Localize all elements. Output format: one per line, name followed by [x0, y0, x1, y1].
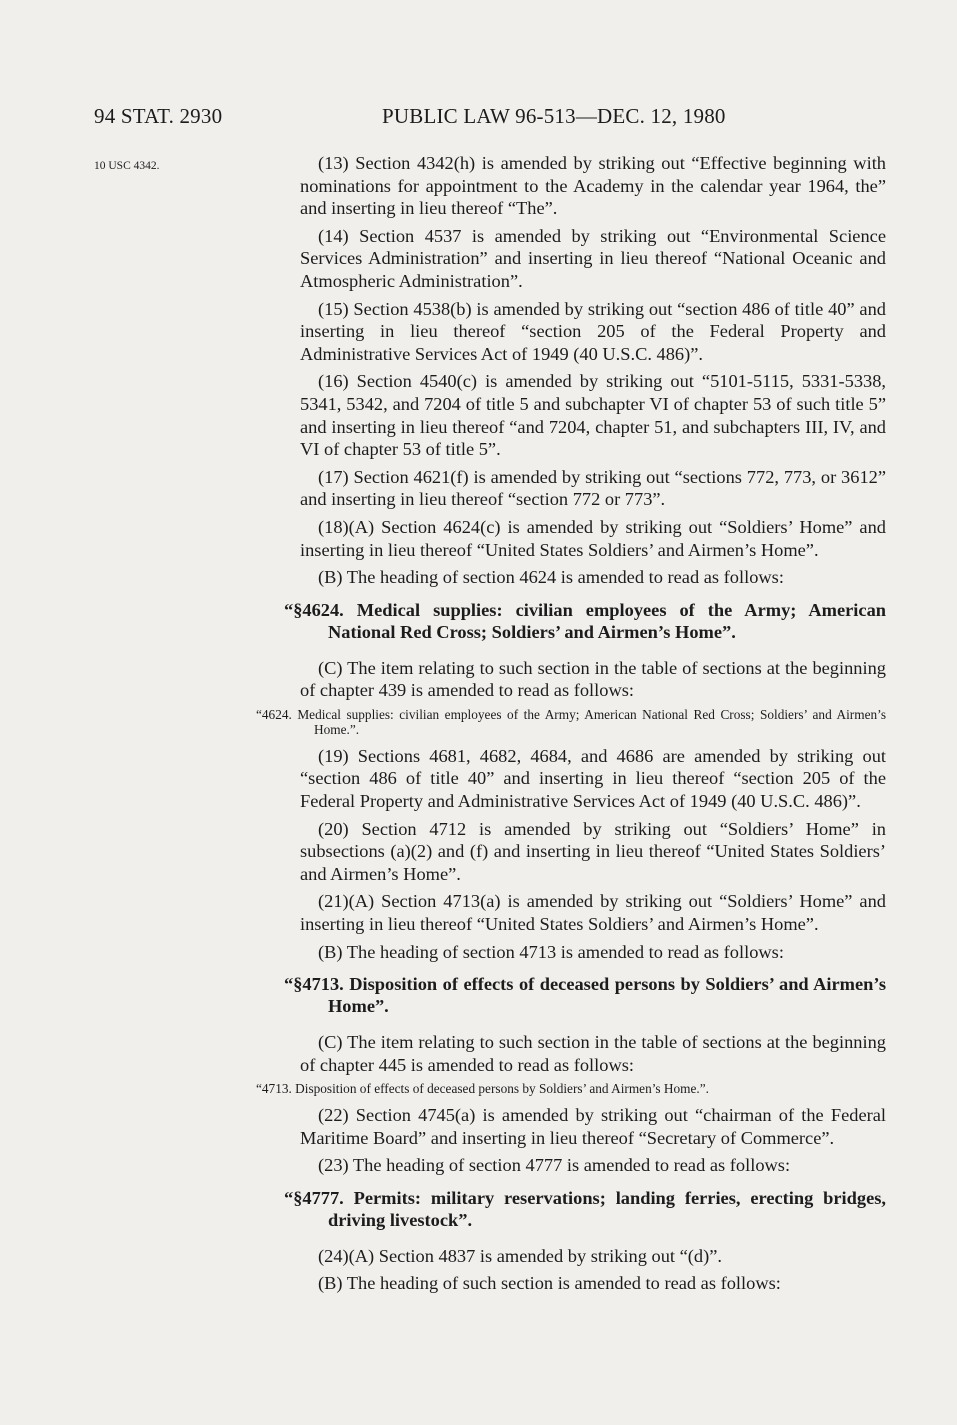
- paragraph-18a: (18)(A) Section 4624(c) is amended by striking out “Soldiers’ Home” and inserting in lieu thereof “United States Soldiers’ and Airmen’s Home”.: [300, 516, 886, 560]
- paragraph-21c: (C) The item relating to such section in the table of sections at the beginning of chapter 445 is amended to read as follows:: [300, 1032, 886, 1075]
- document-body: [256, 152, 886, 1300]
- section-heading-4777: “§4777. Permits: military reservations; landing ferries, erecting bridges, driving livestock”.: [284, 1187, 886, 1230]
- paragraph-15: (15) Section 4538(b) is amended by striking out “section 486 of title 40” and inserting in lieu thereof “section 205 of the Federal Property and Administrative Services Act of 1949 (40 U.S.C. 486)”.: [300, 298, 886, 364]
- paragraph-24a: (24)(A) Section 4837 is amended by striking out “(d)”.: [318, 1245, 722, 1266]
- paragraph-18b: (B) The heading of section 4624 is amended to read as follows:: [318, 567, 784, 588]
- paragraph-18c: (C) The item relating to such section in the table of sections at the beginning of chapter 439 is amended to read as follows:: [300, 657, 886, 701]
- table-item-4713: “4713. Disposition of effects of deceased persons by Soldiers’ and Airmen’s Home.”.: [256, 1081, 709, 1097]
- paragraph-22: (22) Section 4745(a) is amended by striking out “chairman of the Federal Maritime Board” and inserting in lieu thereof “Secretary of Commerce”.: [300, 1104, 886, 1148]
- table-item-4624: “4624. Medical supplies: civilian employees of the Army; American National Red Cross; Soldiers’ and Airmen’s Home.”.: [256, 706, 886, 738]
- paragraph-23: (23) The heading of section 4777 is amended to read as follows:: [318, 1155, 791, 1176]
- paragraph-24b: (B) The heading of such section is amended to read as follows:: [318, 1273, 781, 1294]
- page-stat-number: 94 STAT. 2930: [94, 104, 223, 128]
- paragraph-13: (13) Section 4342(h) is amended by striking out “Effective beginning with nominations for appointment to the Academy in the calendar year 1964, the” and inserting in lieu thereof “The”.: [300, 153, 886, 219]
- paragraph-20: (20) Section 4712 is amended by striking out “Soldiers’ Home” in subsections (a)(2) and (f) and inserting in lieu thereof “United States Soldiers’ and Airmen’s Home”.: [300, 818, 886, 884]
- paragraph-21b: (B) The heading of section 4713 is amended to read as follows:: [318, 941, 784, 962]
- margin-citation: 10 USC 4342.: [94, 160, 160, 172]
- paragraph-21a: (21)(A) Section 4713(a) is amended by striking out “Soldiers’ Home” and inserting in lieu thereof “United States Soldiers’ and Airmen’s Home”.: [300, 891, 886, 935]
- paragraph-14: (14) Section 4537 is amended by striking out “Environmental Science Services Administration” and inserting in lieu thereof “National Oceanic and Atmospheric Administration”.: [300, 225, 886, 291]
- paragraph-19: (19) Sections 4681, 4682, 4684, and 4686 are amended by striking out “section 486 of title 40” and inserting in lieu thereof “section 205 of the Federal Property and Administrative Services Act of 1949 (40 U.S.C. 486)”.: [300, 745, 886, 812]
- page-running-title: PUBLIC LAW 96-513—DEC. 12, 1980: [382, 104, 726, 128]
- section-heading-4624: “§4624. Medical supplies: civilian employees of the Army; American National Red Cross; Soldiers’ and Airmen’s Home”.: [284, 599, 886, 642]
- section-heading-4713: “§4713. Disposition of effects of deceased persons by Soldiers’ and Airmen’s Home”.: [284, 974, 886, 1017]
- paragraph-16: (16) Section 4540(c) is amended by striking out “5101-5115, 5331-5338, 5341, 5342, and 7204 of title 5 and subchapter VI of chapter 53 of such title 5” and inserting in lieu thereof “and 7204, chapter 51, and subchapters III, IV, and VI of chapter 53 of title 5”.: [300, 371, 886, 460]
- paragraph-17: (17) Section 4621(f) is amended by striking out “sections 772, 773, or 3612” and inserting in lieu thereof “section 772 or 773”.: [300, 466, 886, 510]
